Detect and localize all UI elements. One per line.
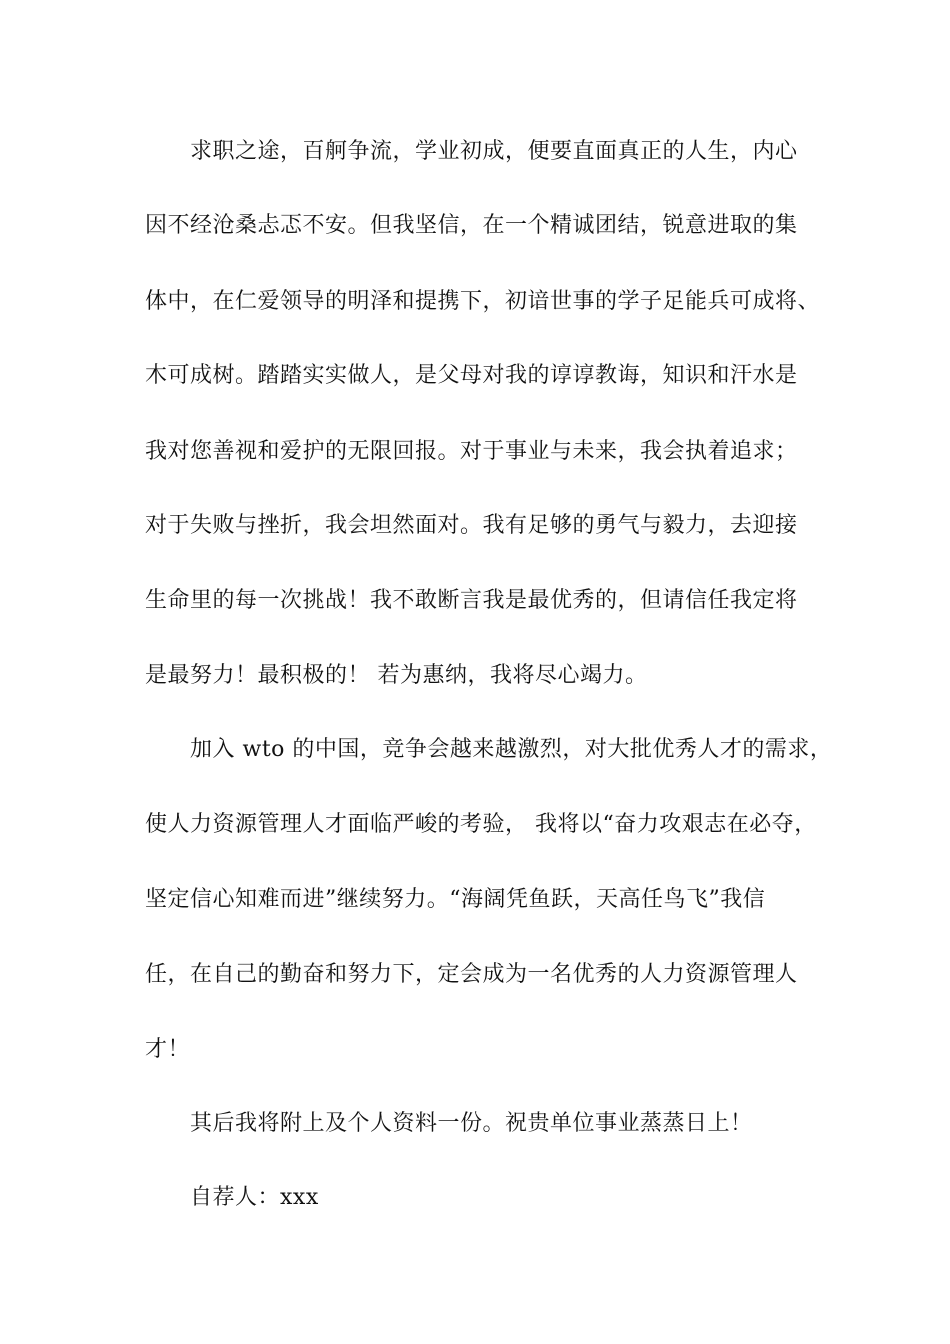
paragraph-1-line-5: 我对您善视和爱护的无限回报。对于事业与未来，我会执着追求； xyxy=(145,439,798,464)
paragraph-2-line-4: 任，在自己的勤奋和努力下，定会成为一名优秀的人力资源管理人 xyxy=(145,962,798,987)
paragraph-1-line-3: 体中，在仁爱领导的明泽和提携下，初谙世事的学子足能兵可成将、 xyxy=(145,289,821,314)
paragraph-2-line-2: 使人力资源管理人才面临严峻的考验， 我将以“奋力攻艰志在必夺， xyxy=(145,812,817,837)
paragraph-2-line-5: 才！ xyxy=(145,1037,191,1062)
signature: 自荐人：xxx xyxy=(190,1185,319,1210)
paragraph-1-line-7: 生命里的每一次挑战！我不敢断言我是最优秀的，但请信任我定将 xyxy=(145,588,798,613)
paragraph-1-line-6: 对于失败与挫折，我会坦然面对。我有足够的勇气与毅力，去迎接 xyxy=(145,513,798,538)
paragraph-1-line-2: 因不经沧桑忐忑不安。但我坚信，在一个精诚团结，锐意进取的集 xyxy=(145,213,798,238)
paragraph-2-line-1: 加入 wto 的中国，竞争会越来越激烈，对大批优秀人才的需求， xyxy=(190,737,833,762)
paragraph-1-line-8: 是最努力！最积极的！ 若为惠纳，我将尽心竭力。 xyxy=(145,663,648,688)
paragraph-1-line-4: 木可成树。踏踏实实做人，是父母对我的谆谆教诲，知识和汗水是 xyxy=(145,363,798,388)
paragraph-1-line-1: 求职之途，百舸争流，学业初成，便要直面真正的人生，内心 xyxy=(190,139,798,164)
paragraph-2-line-3: 坚定信心知难而进”继续努力。“海阔凭鱼跃，天高任鸟飞”我信 xyxy=(145,887,766,912)
paragraph-3-line-1: 其后我将附上及个人资料一份。祝贵单位事业蒸蒸日上！ xyxy=(190,1111,753,1136)
